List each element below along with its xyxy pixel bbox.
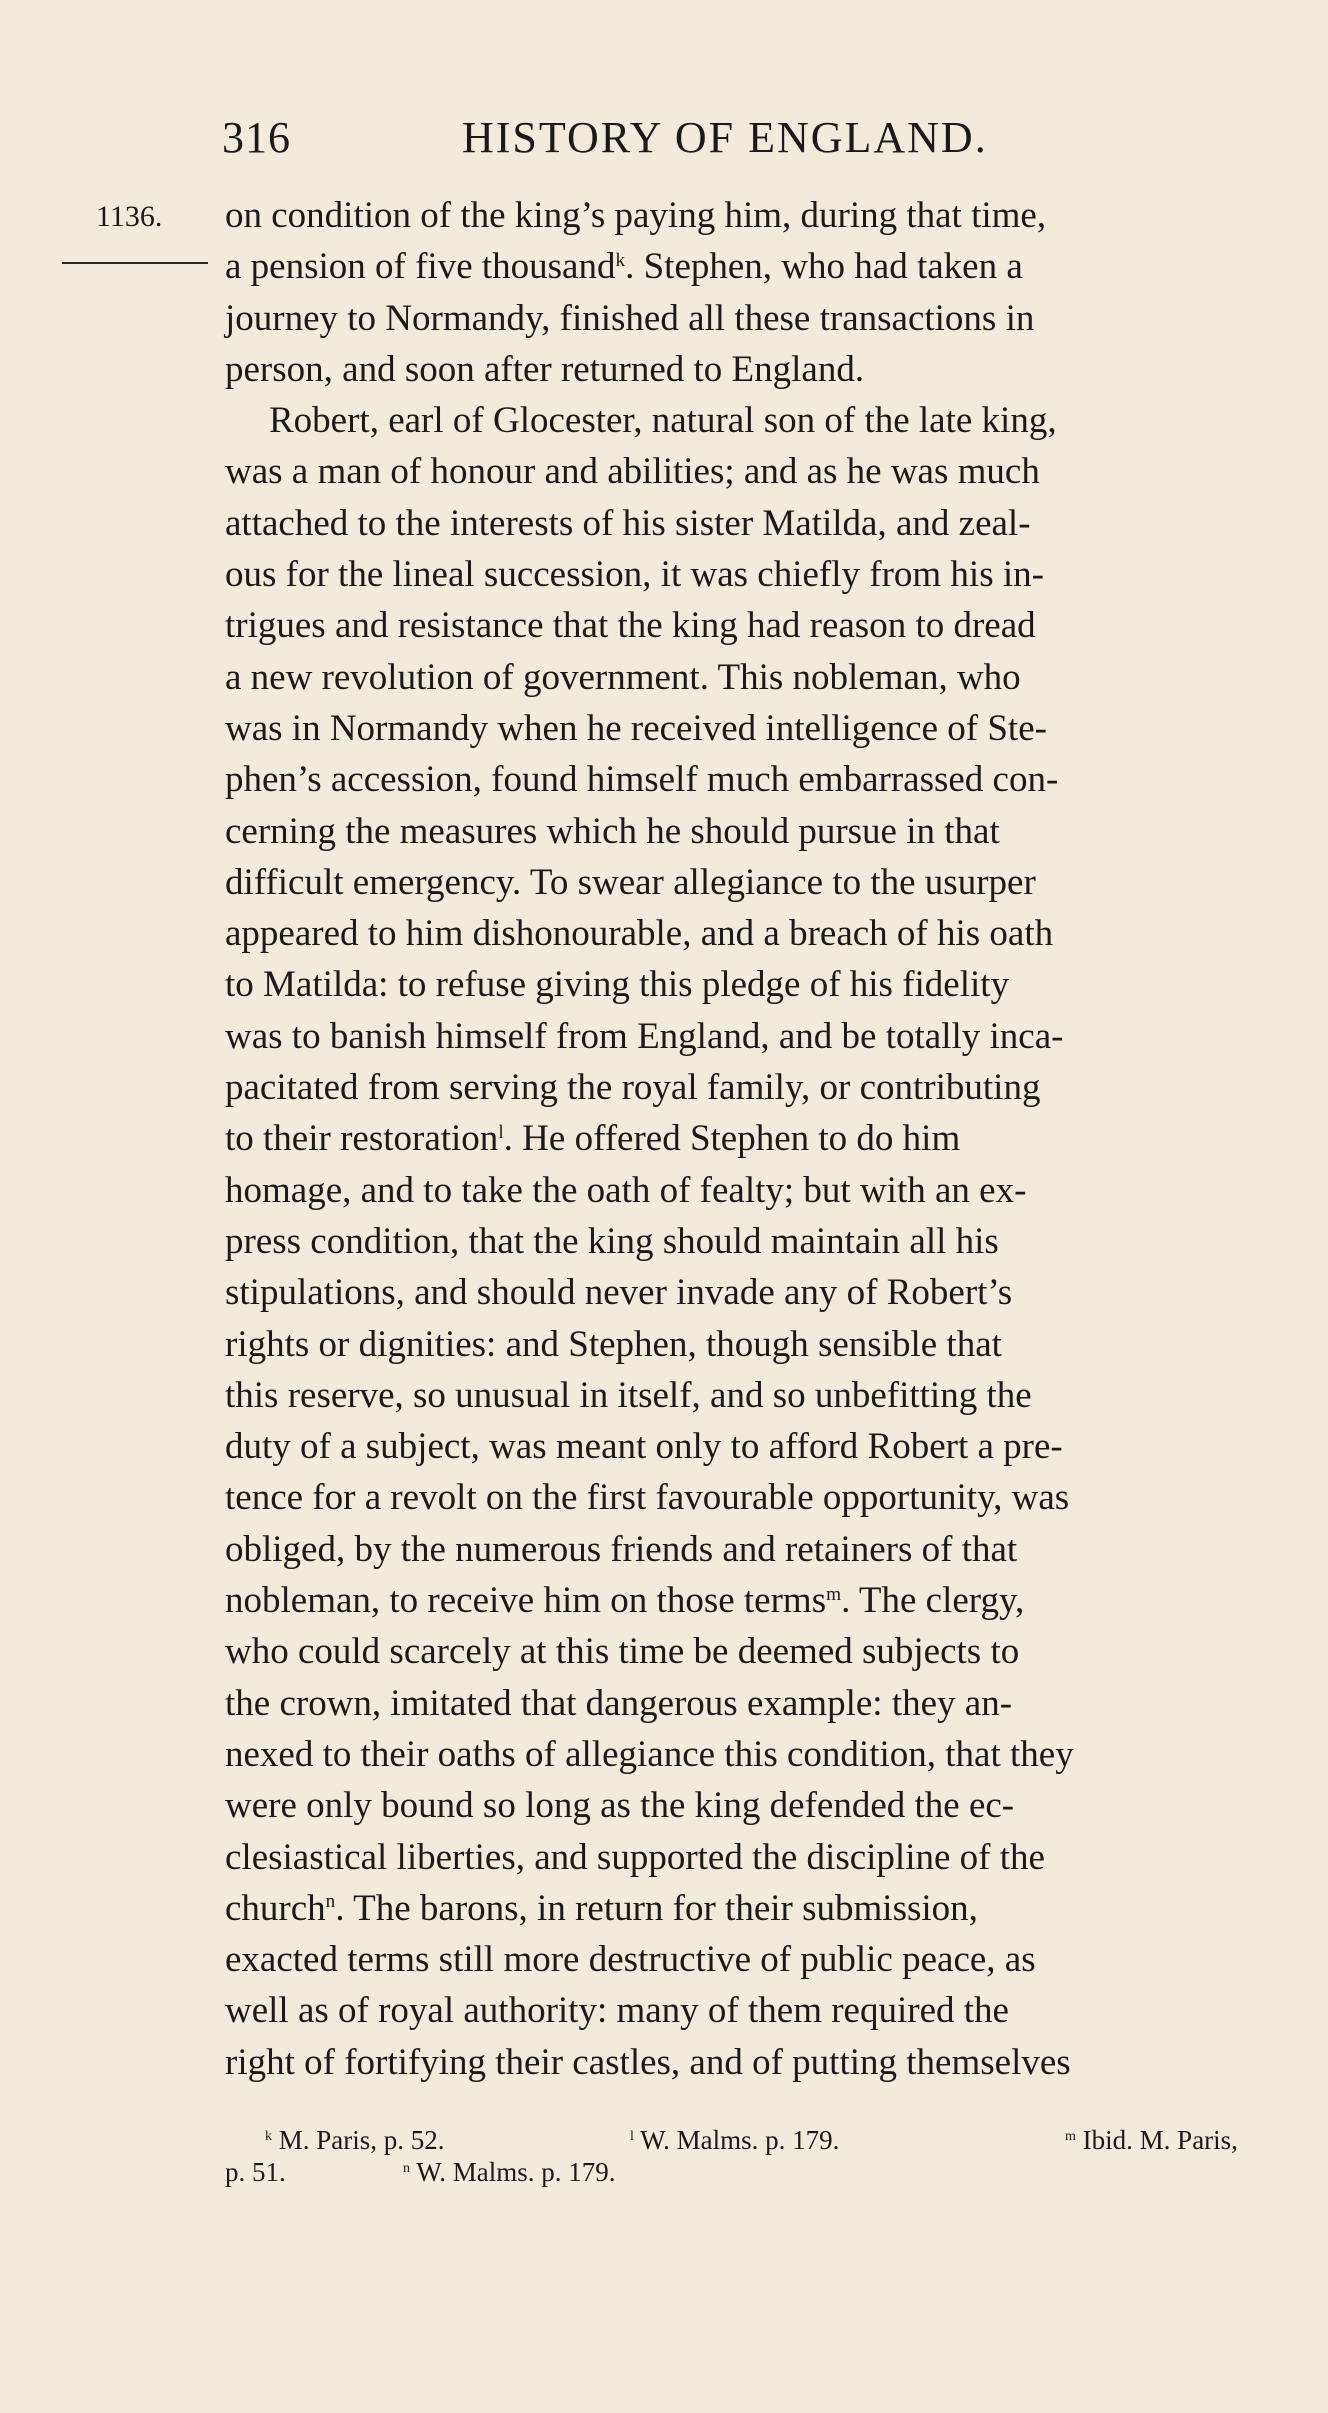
text-line: nobleman, to receive him on those terms$^m$. The clergy, <box>225 1580 1025 1622</box>
running-head: HISTORY OF ENGLAND. <box>462 113 988 162</box>
text-line: duty of a subject, was meant only to afford Robert a pre- <box>225 1426 1063 1468</box>
footnote-m-continued: p. 51. <box>225 2157 286 2187</box>
footnotes <box>225 2124 1285 2188</box>
text-line: well as of royal authority: many of them required the <box>225 1990 1009 2032</box>
body-text <box>225 190 1285 2088</box>
text-line: person, and soon after returned to England. <box>225 348 865 390</box>
text-line: were only bound so long as the king defended the ec- <box>225 1785 1015 1827</box>
text-line: a pension of five thousand$^k$. Stephen, who had taken a <box>225 246 1023 288</box>
footnote-ref-m: m <box>826 1583 842 1605</box>
text-line: to Matilda: to refuse giving this pledge of his fidelity <box>225 964 1010 1006</box>
text-line: phen’s accession, found himself much embarrassed con- <box>225 759 1059 801</box>
footnote-ref-k: k <box>615 249 626 271</box>
text-line: exacted terms still more destructive of public peace, as <box>225 1939 1036 1981</box>
text-line: was in Normandy when he received intelligence of Ste- <box>225 707 1047 749</box>
text-line: church$^n$. The barons, in return for their submission, <box>225 1887 978 1929</box>
text-line: cerning the measures which he should pursue in that <box>225 810 1000 852</box>
text-line: press condition, that the king should maintain all his <box>225 1220 999 1262</box>
text-line: journey to Normandy, finished all these transactions in <box>225 297 1035 339</box>
footnote-k: $^k$ M. Paris, p. 52. <box>265 2125 445 2155</box>
margin-rule <box>62 262 208 264</box>
footnote-ref-n: n <box>325 1891 336 1913</box>
text-line: to their restoration$^l$. He offered Stephen to do him <box>225 1118 961 1160</box>
text-line: who could scarcely at this time be deemed subjects to <box>225 1631 1020 1673</box>
text-line: right of fortifying their castles, and of putting themselves <box>225 2041 1071 2083</box>
text-line: ous for the lineal succession, it was chiefly from his in- <box>225 554 1044 596</box>
text-line: stipulations, and should never invade any of Robert’s <box>225 1272 1013 1314</box>
margin-year: 1136. <box>96 200 163 233</box>
text-line: pacitated from serving the royal family, or contributing <box>225 1067 1041 1109</box>
text-line: this reserve, so unusual in itself, and so unbefitting the <box>225 1374 1032 1416</box>
text-line: appeared to him dishonourable, and a breach of his oath <box>225 913 1054 955</box>
footnote-line <box>225 2124 1285 2156</box>
text-line: a new revolution of government. This nobleman, who <box>225 656 1021 698</box>
footnote-l: $^l$ W. Malms. p. 179. <box>630 2125 840 2155</box>
footnote-n: $^n$ W. Malms. p. 179. <box>403 2157 616 2187</box>
text-line: trigues and resistance that the king had reason to dread <box>225 605 1036 647</box>
text-line: was a man of honour and abilities; and as he was much <box>225 451 1040 493</box>
page-number: 316 <box>222 113 291 162</box>
text-line: rights or dignities: and Stephen, though sensible that <box>225 1323 1002 1365</box>
footnote-m: $^m$ Ibid. M. Paris, <box>1065 2125 1238 2155</box>
footnote-line <box>225 2156 1285 2188</box>
text-line: on condition of the king’s paying him, during that time, <box>225 195 1047 236</box>
text-line: clesiastical liberties, and supported the discipline of the <box>225 1836 1045 1878</box>
text-line: tence for a revolt on the first favourable opportunity, was <box>225 1477 1070 1519</box>
text-line: obliged, by the numerous friends and retainers of that <box>225 1528 1018 1570</box>
text-line: attached to the interests of his sister Matilda, and zeal- <box>225 502 1031 544</box>
page-header <box>222 112 1052 172</box>
text-line: was to banish himself from England, and be totally inca- <box>225 1015 1064 1057</box>
footnote-ref-l: l <box>498 1121 504 1143</box>
text-line: difficult emergency. To swear allegiance to the usurper <box>225 861 1036 903</box>
text-line: homage, and to take the oath of fealty; but with an ex- <box>225 1169 1027 1211</box>
text-line: the crown, imitated that dangerous example: they an- <box>225 1682 1013 1724</box>
paragraph-start-line: Robert, earl of Glocester, natural son of the late king, <box>269 400 1057 442</box>
text-line: nexed to their oaths of allegiance this condition, that they <box>225 1733 1074 1775</box>
